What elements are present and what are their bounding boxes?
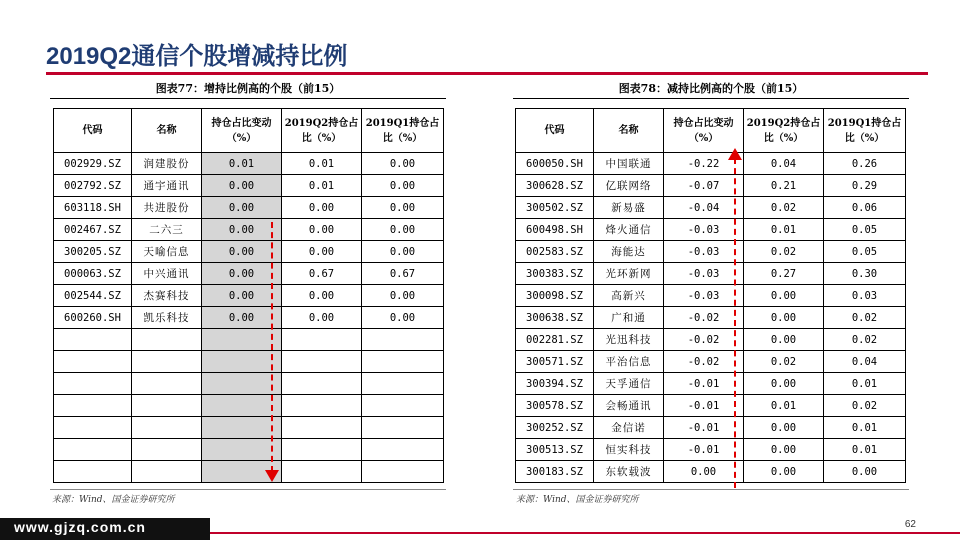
cell-name: 广和通: [594, 307, 664, 329]
table-row: [54, 461, 444, 483]
cell-q1: 0.00: [362, 285, 444, 307]
table-row: [516, 219, 906, 241]
cell-q1: [362, 461, 444, 483]
cell-change: -0.03: [664, 219, 744, 241]
cell-name: [132, 439, 202, 461]
right-source-note: 来源：Wind、国金证券研究所: [516, 495, 639, 505]
cell-change: 0.00: [202, 197, 282, 219]
header-name: 名称: [594, 109, 664, 153]
cell-q1: 0.00: [362, 241, 444, 263]
cell-q1: [362, 395, 444, 417]
table-row: [516, 417, 906, 439]
cell-q2: 0.02: [744, 351, 824, 373]
cell-q1: 0.67: [362, 263, 444, 285]
header-q2: 2019Q2持仓占比（%）: [282, 109, 362, 153]
cell-name: 亿联网络: [594, 175, 664, 197]
cell-q2: 0.00: [744, 373, 824, 395]
cell-name: [132, 461, 202, 483]
left-footnote-rule: [50, 489, 446, 490]
table-row: [54, 373, 444, 395]
table-row: [516, 373, 906, 395]
cell-change: [202, 417, 282, 439]
cell-name: 光迅科技: [594, 329, 664, 351]
table-row: [54, 417, 444, 439]
cell-code: [54, 439, 132, 461]
cell-q1: 0.05: [824, 241, 906, 263]
cell-name: 天喻信息: [132, 241, 202, 263]
arrow-down-icon: [265, 470, 279, 482]
table-row: [516, 461, 906, 483]
cell-q1: 0.00: [824, 461, 906, 483]
cell-q1: 0.00: [362, 153, 444, 175]
header-code: 代码: [516, 109, 594, 153]
cell-change: -0.02: [664, 329, 744, 351]
cell-code: 300098.SZ: [516, 285, 594, 307]
cell-code: [54, 329, 132, 351]
cell-q2: 0.01: [744, 395, 824, 417]
cell-change: 0.00: [202, 219, 282, 241]
cell-q1: 0.29: [824, 175, 906, 197]
table-row: [516, 351, 906, 373]
cell-code: 300578.SZ: [516, 395, 594, 417]
cell-q2: 0.04: [744, 153, 824, 175]
table-row: [54, 351, 444, 373]
cell-code: 002929.SZ: [54, 153, 132, 175]
table-row: [54, 241, 444, 263]
cell-code: 000063.SZ: [54, 263, 132, 285]
cell-change: -0.03: [664, 241, 744, 263]
cell-change: -0.01: [664, 395, 744, 417]
table-row: [516, 329, 906, 351]
cell-name: 东软载波: [594, 461, 664, 483]
arrow-up-icon: [728, 148, 742, 160]
table-row: [54, 439, 444, 461]
cell-q2: [282, 351, 362, 373]
cell-code: 300638.SZ: [516, 307, 594, 329]
header-change: 持仓占比变动（%）: [202, 109, 282, 153]
cell-name: 海能达: [594, 241, 664, 263]
cell-code: 300252.SZ: [516, 417, 594, 439]
cell-code: 300513.SZ: [516, 439, 594, 461]
cell-q2: 0.00: [282, 219, 362, 241]
increase-holdings-table: [53, 108, 444, 483]
table-row: [516, 285, 906, 307]
cell-q2: 0.00: [744, 417, 824, 439]
cell-change: -0.03: [664, 263, 744, 285]
cell-change: -0.01: [664, 373, 744, 395]
title-rule: [46, 72, 928, 75]
cell-name: 平治信息: [594, 351, 664, 373]
header-q2: 2019Q2持仓占比（%）: [744, 109, 824, 153]
cell-q1: 0.05: [824, 219, 906, 241]
cell-q1: 0.01: [824, 417, 906, 439]
table-row: [54, 197, 444, 219]
cell-change: [202, 373, 282, 395]
cell-name: 中国联通: [594, 153, 664, 175]
header-q1: 2019Q1持仓占比（%）: [362, 109, 444, 153]
cell-name: 烽火通信: [594, 219, 664, 241]
cell-q2: 0.67: [282, 263, 362, 285]
cell-q1: 0.26: [824, 153, 906, 175]
cell-q2: 0.00: [744, 461, 824, 483]
table-row: [516, 241, 906, 263]
cell-q2: [282, 461, 362, 483]
cell-name: 润建股份: [132, 153, 202, 175]
cell-q1: [362, 439, 444, 461]
cell-q2: 0.00: [282, 197, 362, 219]
cell-code: 002281.SZ: [516, 329, 594, 351]
increase-arrow-line: [271, 222, 273, 472]
header-row: [516, 109, 906, 153]
cell-name: 恒实科技: [594, 439, 664, 461]
cell-code: [54, 351, 132, 373]
header-code: 代码: [54, 109, 132, 153]
table-row: [54, 395, 444, 417]
cell-change: [202, 329, 282, 351]
footer-rule: [210, 532, 960, 534]
cell-q2: 0.00: [744, 439, 824, 461]
cell-q2: 0.02: [744, 197, 824, 219]
table-row: [54, 219, 444, 241]
cell-q2: [282, 395, 362, 417]
decrease-holdings-table: [515, 108, 906, 483]
cell-code: 600498.SH: [516, 219, 594, 241]
left-title-underline: [50, 98, 446, 99]
cell-q2: 0.00: [282, 307, 362, 329]
table-row: [516, 307, 906, 329]
cell-code: 300502.SZ: [516, 197, 594, 219]
cell-change: -0.02: [664, 307, 744, 329]
cell-q1: 0.00: [362, 197, 444, 219]
cell-name: [132, 417, 202, 439]
table-row: [54, 263, 444, 285]
cell-q1: 0.04: [824, 351, 906, 373]
table-row: [516, 439, 906, 461]
cell-code: 300394.SZ: [516, 373, 594, 395]
cell-q1: 0.03: [824, 285, 906, 307]
cell-q1: [362, 329, 444, 351]
cell-q1: 0.30: [824, 263, 906, 285]
cell-q1: [362, 373, 444, 395]
cell-change: -0.22: [664, 153, 744, 175]
cell-code: 300628.SZ: [516, 175, 594, 197]
cell-q2: 0.00: [744, 285, 824, 307]
cell-q1: 0.02: [824, 329, 906, 351]
cell-code: [54, 395, 132, 417]
cell-q2: 0.01: [744, 219, 824, 241]
cell-change: -0.07: [664, 175, 744, 197]
right-footnote-rule: [513, 489, 909, 490]
cell-code: 603118.SH: [54, 197, 132, 219]
cell-name: 中兴通讯: [132, 263, 202, 285]
header-q1: 2019Q1持仓占比（%）: [824, 109, 906, 153]
cell-name: 二六三: [132, 219, 202, 241]
cell-q1: 0.06: [824, 197, 906, 219]
cell-q2: 0.00: [282, 285, 362, 307]
table-row: [54, 175, 444, 197]
cell-change: 0.00: [202, 241, 282, 263]
cell-name: 高新兴: [594, 285, 664, 307]
header-change: 持仓占比变动（%）: [664, 109, 744, 153]
left-table-title: 图表77：增持比例高的个股（前15）: [155, 82, 341, 95]
cell-name: [132, 373, 202, 395]
cell-q1: 0.00: [362, 307, 444, 329]
cell-name: 凯乐科技: [132, 307, 202, 329]
cell-change: 0.00: [202, 263, 282, 285]
cell-change: 0.00: [202, 175, 282, 197]
cell-code: 002792.SZ: [54, 175, 132, 197]
cell-q2: [282, 417, 362, 439]
cell-code: [54, 461, 132, 483]
cell-q1: [362, 417, 444, 439]
cell-code: 300205.SZ: [54, 241, 132, 263]
cell-code: 002583.SZ: [516, 241, 594, 263]
right-table-title: 图表78：减持比例高的个股（前15）: [618, 82, 804, 95]
cell-code: 002467.SZ: [54, 219, 132, 241]
cell-code: [54, 373, 132, 395]
cell-q2: [282, 373, 362, 395]
left-source-note: 来源：Wind、国金证券研究所: [52, 495, 175, 505]
cell-change: 0.00: [202, 307, 282, 329]
table-row: [516, 395, 906, 417]
website-label[interactable]: www.gjzq.com.cn: [14, 519, 146, 535]
cell-code: 600260.SH: [54, 307, 132, 329]
cell-change: -0.02: [664, 351, 744, 373]
decrease-arrow-line: [734, 158, 736, 488]
table-row: [54, 153, 444, 175]
cell-change: -0.04: [664, 197, 744, 219]
table-row: [54, 307, 444, 329]
cell-q2: 0.21: [744, 175, 824, 197]
page-title: 2019Q2通信个股增减持比例: [46, 43, 348, 70]
cell-name: 光环新网: [594, 263, 664, 285]
cell-q2: 0.00: [744, 307, 824, 329]
cell-change: 0.00: [202, 285, 282, 307]
cell-name: 通宇通讯: [132, 175, 202, 197]
cell-change: -0.03: [664, 285, 744, 307]
cell-name: 金信诺: [594, 417, 664, 439]
cell-name: [132, 329, 202, 351]
cell-code: 300571.SZ: [516, 351, 594, 373]
cell-q2: 0.01: [282, 175, 362, 197]
cell-q1: 0.00: [362, 175, 444, 197]
table-row: [516, 153, 906, 175]
header-name: 名称: [132, 109, 202, 153]
cell-q2: [282, 329, 362, 351]
cell-q1: 0.01: [824, 373, 906, 395]
table-row: [516, 175, 906, 197]
table-row: [516, 263, 906, 285]
table-row: [54, 285, 444, 307]
cell-q1: 0.01: [824, 439, 906, 461]
table-row: [54, 329, 444, 351]
cell-q1: [362, 351, 444, 373]
right-title-underline: [513, 98, 909, 99]
cell-name: 天孚通信: [594, 373, 664, 395]
cell-name: 新易盛: [594, 197, 664, 219]
cell-q2: 0.01: [282, 153, 362, 175]
cell-change: [202, 351, 282, 373]
header-row: [54, 109, 444, 153]
cell-change: 0.01: [202, 153, 282, 175]
cell-name: [132, 351, 202, 373]
cell-q1: 0.02: [824, 307, 906, 329]
cell-change: 0.00: [664, 461, 744, 483]
cell-change: [202, 439, 282, 461]
cell-q2: 0.00: [282, 241, 362, 263]
cell-change: -0.01: [664, 417, 744, 439]
cell-name: [132, 395, 202, 417]
cell-code: 300383.SZ: [516, 263, 594, 285]
page-number: 62: [904, 519, 916, 530]
cell-name: 杰赛科技: [132, 285, 202, 307]
cell-name: 会畅通讯: [594, 395, 664, 417]
cell-code: [54, 417, 132, 439]
cell-q1: 0.00: [362, 219, 444, 241]
cell-q2: 0.27: [744, 263, 824, 285]
cell-name: 共进股份: [132, 197, 202, 219]
cell-code: 600050.SH: [516, 153, 594, 175]
cell-code: 002544.SZ: [54, 285, 132, 307]
cell-q2: 0.00: [744, 329, 824, 351]
table-row: [516, 197, 906, 219]
cell-code: 300183.SZ: [516, 461, 594, 483]
cell-change: -0.01: [664, 439, 744, 461]
cell-q2: [282, 439, 362, 461]
cell-q2: 0.02: [744, 241, 824, 263]
cell-q1: 0.02: [824, 395, 906, 417]
cell-change: [202, 395, 282, 417]
